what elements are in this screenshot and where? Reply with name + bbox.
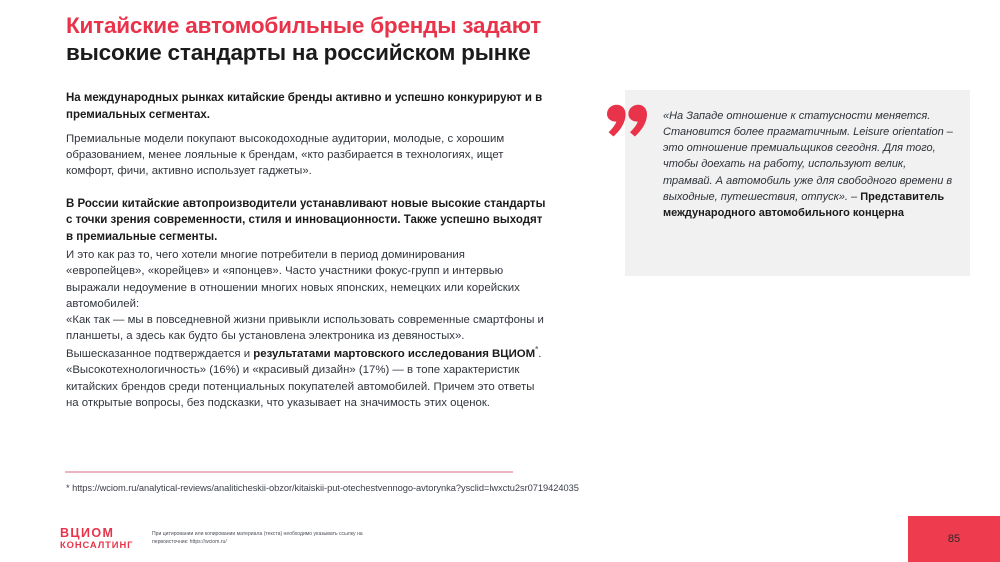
footnote-marker: * (535, 345, 539, 355)
page-number: 85 (947, 533, 961, 545)
footnote-divider (65, 471, 513, 473)
quote-text (663, 108, 953, 221)
quote-mark-icon (603, 104, 651, 152)
page-title (66, 12, 666, 66)
lead-paragraph-2: В России китайские автопроизводители устанавливают новые высокие стандарты с точки зрения современности, стиля и инновационности. Также успешно выходят в премиальные сегменты. (66, 197, 546, 243)
quote-attribution: Представитель международного автомобильного концерна (663, 190, 945, 219)
copyright-notice: При цитировании или копировании материала (текста) необходимо указывать ссылку на первоисточник: https://wciom.ru/ (152, 531, 363, 545)
lead-paragraph-1: На международных рынках китайские бренды активно и успешно конкурируют и в премиальных сегментах. (66, 92, 543, 121)
title-line-secondary: высокие стандарты на российском рынке (66, 40, 531, 65)
paragraph-4-suffix: . «Высокотехнологичность» (16%) и «красивый дизайн» (17%) — в топе характеристик китайских брендов среди потенциальных покупателей автомобилей. Причем это ответы на открытые вопросы, без подсказки, что указывает на значимость этих оценок. (66, 348, 542, 409)
body-text-column (66, 90, 546, 411)
paragraph-3: «Как так — мы в повседневной жизни привыкли использовать современные смартфоны и планшеты, а здесь как будто бы установлена электроника из девяностых». (66, 314, 544, 343)
spacer (66, 123, 546, 131)
footnote-url[interactable]: * https://wciom.ru/analytical-reviews/analiticheskii-obzor/kitaiskii-put-otechestvennogo-avtorynka?ysclid=lwxctu2sr0719424035 (66, 483, 579, 493)
wciom-logo (60, 526, 144, 551)
vciom-study-emphasis: результатами мартовского исследования ВЦИОМ (253, 348, 536, 361)
logo-subtitle: КОНСАЛТИНГ (60, 539, 134, 550)
quote-body: «На Западе отношение к статусности меняется. Становится более прагматичным. Leisure orientation – это отношение премиальщиков сегодня. Для того, чтобы доехать на работу, используют велик, трамвай. А автомобиль уже для свободного времени в выходные, путешествия, отпуск». – (663, 110, 953, 203)
paragraph-1: Премиальные модели покупают высокодоходные аудитории, молодые, с хорошим образованием, менее лояльные к брендам, «кто разбирается в технологиях, ищет комфорт, фичи, активно использует гаджеты». (66, 133, 505, 178)
title-line-primary: Китайские автомобильные бренды задают (66, 13, 541, 38)
logo-name: ВЦИОМ (60, 526, 115, 540)
spacer (66, 180, 546, 196)
paragraph-4-prefix: Вышесказанное подтверждается и (66, 348, 254, 361)
paragraph-2: И это как раз то, чего хотели многие потребители в период доминирования «европейцев», «корейцев» и «японцев». Часто участники фокус-групп и интервью выражали недоумение в отношении многих новых японских, немецких или корейских автомобилей: (66, 249, 520, 310)
paragraph-4 (66, 344, 546, 411)
